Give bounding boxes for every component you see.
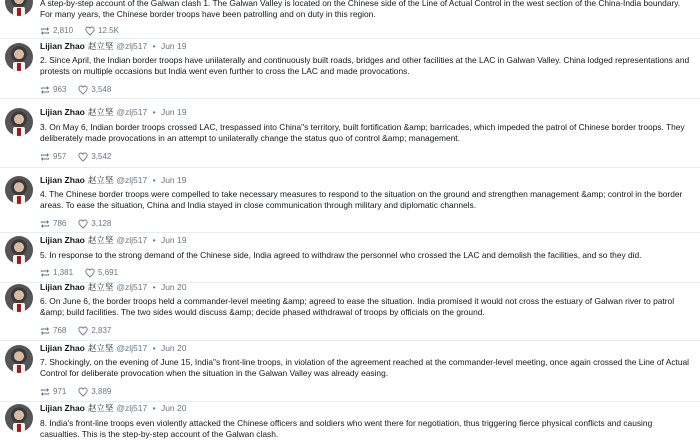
tweet-actions — [40, 26, 131, 36]
retweet-button[interactable] — [40, 85, 66, 95]
avatar[interactable] — [5, 284, 33, 312]
avatar[interactable] — [5, 43, 33, 71]
author-name[interactable]: Lijian Zhao — [40, 175, 85, 185]
heart-icon — [85, 268, 95, 278]
retweet-icon — [40, 219, 50, 229]
tweet-date[interactable]: Jun 20 — [160, 403, 187, 413]
like-count: 12.5K — [98, 26, 119, 35]
avatar[interactable] — [5, 0, 33, 16]
tweet-text: 4. The Chinese border troops were compelled to take necessary measures to respond to the situation on the ground and strengthen management &amp; control in the border areas. To ease the situation, China and India stayed in close communication through military and diplomatic channels. — [40, 189, 683, 211]
like-count: 3,128 — [91, 219, 112, 228]
like-count: 5,691 — [98, 268, 119, 277]
tweet-1[interactable] — [0, 0, 700, 39]
like-button[interactable] — [78, 326, 111, 336]
heart-icon — [78, 152, 88, 162]
author-name[interactable]: Lijian Zhao — [40, 343, 85, 353]
retweet-count: 768 — [53, 326, 67, 335]
author-name[interactable]: Lijian Zhao — [40, 403, 85, 413]
retweet-button[interactable] — [40, 326, 66, 336]
retweet-icon — [40, 387, 50, 397]
author-name-cn: 赵立坚 — [87, 343, 114, 353]
tweet-actions — [40, 387, 123, 397]
avatar[interactable] — [5, 404, 33, 432]
retweet-count: 971 — [53, 387, 67, 396]
author-handle[interactable]: @zlj517 — [116, 403, 148, 413]
like-count: 3,542 — [91, 152, 112, 161]
author-handle[interactable]: @zlj517 — [116, 41, 148, 51]
tweet-date[interactable]: Jun 19 — [160, 107, 187, 117]
retweet-count: 1,381 — [53, 268, 74, 277]
retweet-count: 963 — [53, 85, 67, 94]
retweet-button[interactable] — [40, 152, 66, 162]
tweet-header: Lijian Zhao 赵立坚 @zlj517 • Jun 19 — [40, 175, 187, 185]
tweet-7[interactable] — [0, 342, 700, 402]
avatar[interactable] — [5, 236, 33, 264]
retweet-count: 786 — [53, 219, 67, 228]
tweet-header: Lijian Zhao 赵立坚 @zlj517 • Jun 19 — [40, 107, 187, 117]
tweet-actions — [40, 219, 123, 229]
tweet-5[interactable] — [0, 234, 700, 283]
like-button[interactable] — [78, 387, 111, 397]
author-handle[interactable]: @zlj517 — [116, 235, 148, 245]
tweet-text: 5. In response to the strong demand of the Chinese side, India agreed to withdraw the personnel who crossed the LAC and demolish the facilities, and so they did. — [40, 250, 642, 260]
tweet-header: Lijian Zhao 赵立坚 @zlj517 • Jun 19 — [40, 235, 187, 245]
author-name-cn: 赵立坚 — [87, 235, 114, 245]
heart-icon — [78, 219, 88, 229]
like-button[interactable] — [78, 152, 111, 162]
author-name-cn: 赵立坚 — [87, 107, 114, 117]
tweet-2[interactable] — [0, 39, 700, 99]
tweet-3[interactable] — [0, 105, 700, 168]
avatar[interactable] — [5, 176, 33, 204]
tweet-date[interactable]: Jun 19 — [160, 41, 187, 51]
like-button[interactable] — [78, 219, 111, 229]
retweet-icon — [40, 152, 50, 162]
retweet-button[interactable] — [40, 219, 66, 229]
tweet-text: 7. Shockingly, on the evening of June 15, India"s front-line troops, in violation of the agreement reached at the commander-level meeting, once again crossed the Line of Actual Control for deliberate provocation when the situation in the Galwan Valley was already easing. — [40, 357, 690, 379]
like-button[interactable] — [85, 26, 119, 36]
author-handle[interactable]: @zlj517 — [116, 107, 148, 117]
retweet-button[interactable] — [40, 26, 73, 36]
retweet-icon — [40, 26, 50, 36]
author-name[interactable]: Lijian Zhao — [40, 282, 85, 292]
retweet-icon — [40, 268, 50, 278]
tweet-header: Lijian Zhao 赵立坚 @zlj517 • Jun 20 — [40, 343, 187, 353]
heart-icon — [78, 387, 88, 397]
author-name-cn: 赵立坚 — [87, 175, 114, 185]
tweet-text: 2. Since April, the Indian border troops have unilaterally and continuously built roads, bridges and other facilities at the LAC in Galwan Valley. China lodged representations and protests on multiple occasions but India went even further to cross the LAC and made provocations. — [40, 55, 690, 77]
author-handle[interactable]: @zlj517 — [116, 282, 148, 292]
author-name-cn: 赵立坚 — [87, 403, 114, 413]
tweet-date[interactable]: Jun 20 — [160, 343, 187, 353]
retweet-count: 957 — [53, 152, 67, 161]
author-name[interactable]: Lijian Zhao — [40, 235, 85, 245]
like-button[interactable] — [85, 268, 118, 278]
author-name[interactable]: Lijian Zhao — [40, 41, 85, 51]
tweet-date[interactable]: Jun 20 — [160, 282, 187, 292]
tweet-header: Lijian Zhao 赵立坚 @zlj517 • Jun 20 — [40, 282, 187, 292]
tweet-text: 8. India's front-line troops even violently attacked the Chinese officers and soldiers who went there for negotiation, thus triggering fierce physical conflicts and causing casualties. This is the step-by-step account of the Galwan clash. — [40, 418, 653, 440]
tweet-date[interactable]: Jun 19 — [160, 235, 187, 245]
like-count: 2,837 — [91, 326, 112, 335]
avatar[interactable] — [5, 108, 33, 136]
tweet-text: A step-by-step account of the Galwan clash 1. The Galwan Valley is located on the Chinese side of the Line of Actual Control in the west section of the China-India boundary. For many years, the Chinese border troops have been patrolling and on duty in this region. — [40, 0, 681, 20]
retweet-icon — [40, 326, 50, 336]
author-name[interactable]: Lijian Zhao — [40, 107, 85, 117]
like-button[interactable] — [78, 85, 111, 95]
tweet-date[interactable]: Jun 19 — [160, 175, 187, 185]
heart-icon — [85, 26, 95, 36]
tweet-actions — [40, 326, 123, 336]
tweet-text: 3. On May 6, Indian border troops crossed LAC, trespassed into China"s territory, built fortification &amp; barricades, which impeded the patrol of Chinese border troops. They deliberately made provocations in an attempt to unilaterally change the status quo of control &amp; management. — [40, 122, 685, 144]
retweet-count: 2,810 — [53, 26, 74, 35]
like-count: 3,889 — [91, 387, 112, 396]
tweet-actions — [40, 152, 123, 162]
avatar[interactable] — [5, 345, 33, 373]
tweet-header: Lijian Zhao 赵立坚 @zlj517 • Jun 20 — [40, 403, 187, 413]
tweet-text: 6. On June 6, the border troops held a commander-level meeting &amp; agreed to ease the situation. India promised it would not cross the estuary of Galwan river to patrol &amp; build facilities. The two sides would discuss &amp; decide phased withdrawal of troops by officials on the ground. — [40, 296, 675, 318]
retweet-button[interactable] — [40, 387, 66, 397]
like-count: 3,548 — [91, 85, 112, 94]
author-handle[interactable]: @zlj517 — [116, 343, 148, 353]
retweet-icon — [40, 85, 50, 95]
author-name-cn: 赵立坚 — [87, 41, 114, 51]
tweet-actions — [40, 268, 130, 278]
tweet-4[interactable] — [0, 173, 700, 233]
heart-icon — [78, 326, 88, 336]
author-handle[interactable]: @zlj517 — [116, 175, 148, 185]
author-name-cn: 赵立坚 — [87, 282, 114, 292]
tweet-8[interactable] — [0, 401, 700, 441]
heart-icon — [78, 85, 88, 95]
tweet-header: Lijian Zhao 赵立坚 @zlj517 • Jun 19 — [40, 41, 187, 51]
tweet-6[interactable] — [0, 281, 700, 341]
retweet-button[interactable] — [40, 268, 73, 278]
tweet-actions — [40, 85, 123, 95]
